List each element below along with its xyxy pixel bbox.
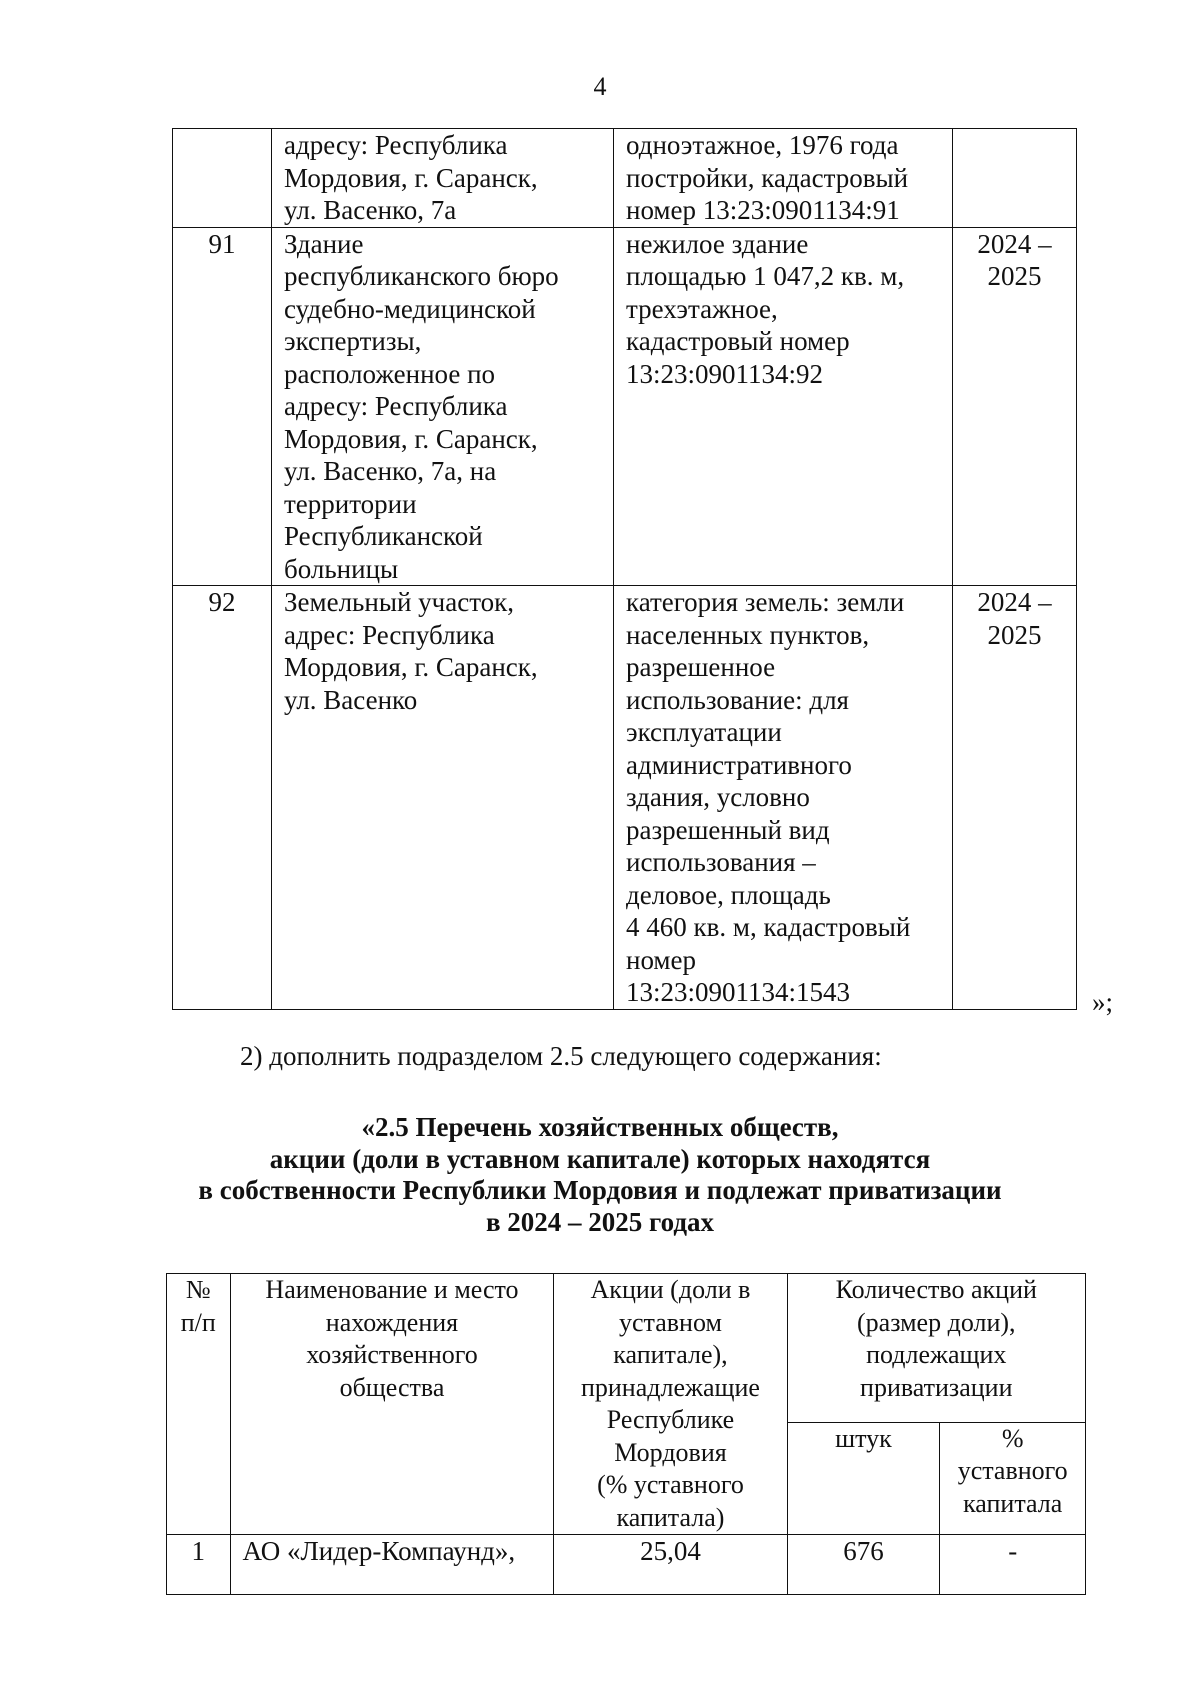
- row-number: 92: [173, 586, 272, 1010]
- objects-table: [172, 128, 1077, 1010]
- closing-quote-mark: »;: [1092, 987, 1114, 1017]
- header-pieces: штук: [787, 1422, 940, 1534]
- header-shares-owned: Акции (доли в уставном капитале), принадлежащие Республике Мордовия (% уставного капитала): [554, 1274, 787, 1535]
- amendment-instruction: 2) дополнить подразделом 2.5 следующего содержания:: [240, 1041, 882, 1071]
- pieces-value: 676: [787, 1535, 940, 1595]
- shares-owned-value: 25,04: [554, 1535, 787, 1595]
- privatization-period: 2024 – 2025: [953, 586, 1077, 1010]
- privatization-period: 2024 – 2025: [953, 227, 1077, 586]
- object-description: одноэтажное, 1976 года постройки, кадастровый номер 13:23:0901134:91: [614, 129, 953, 228]
- object-name: адресу: Республика Мордовия, г. Саранск, ул. Васенко, 7а: [272, 129, 614, 228]
- header-number: № п/п: [167, 1274, 231, 1535]
- row-number: [173, 129, 272, 228]
- table-row: [173, 586, 1077, 1010]
- table-header-row: [167, 1274, 1086, 1423]
- company-name: АО «Лидер-Компаунд»,: [230, 1535, 554, 1595]
- object-description: категория земель: земли населенных пунктов, разрешенное использование: для эксплуатации административного здания, условно разрешенный вид использования – деловое, площадь 4 460 кв. м, кадастровый номер 13:23:0901134:1543: [614, 586, 953, 1010]
- table-row: [173, 129, 1077, 228]
- companies-table: [166, 1273, 1086, 1595]
- section-title: «2.5 Перечень хозяйственных обществ, акции (доли в уставном капитале) которых находятся в собственности Республики Мордовия и подлежат приватизации в 2024 – 2025 годах: [198, 1112, 1002, 1237]
- row-number: 91: [173, 227, 272, 586]
- table-row: [173, 227, 1077, 586]
- object-description: нежилое здание площадью 1 047,2 кв. м, трехэтажное, кадастровый номер 13:23:0901134:92: [614, 227, 953, 586]
- object-name: Здание республиканского бюро судебно-медицинской экспертизы, расположенное по адресу: Республика Мордовия, г. Саранск, ул. Васенко, 7а, на территории Республиканской больницы: [272, 227, 614, 586]
- header-percent: % уставного капитала: [940, 1422, 1086, 1534]
- percent-value: -: [940, 1535, 1086, 1595]
- row-number: 1: [167, 1535, 231, 1595]
- header-shares-to-privatize: Количество акций (размер доли), подлежащих приватизации: [787, 1274, 1085, 1423]
- page-number: 4: [593, 72, 607, 101]
- object-name: Земельный участок, адрес: Республика Мордовия, г. Саранск, ул. Васенко: [272, 586, 614, 1010]
- table-row: [167, 1535, 1086, 1595]
- privatization-period: [953, 129, 1077, 228]
- header-company-name: Наименование и место нахождения хозяйственного общества: [230, 1274, 554, 1535]
